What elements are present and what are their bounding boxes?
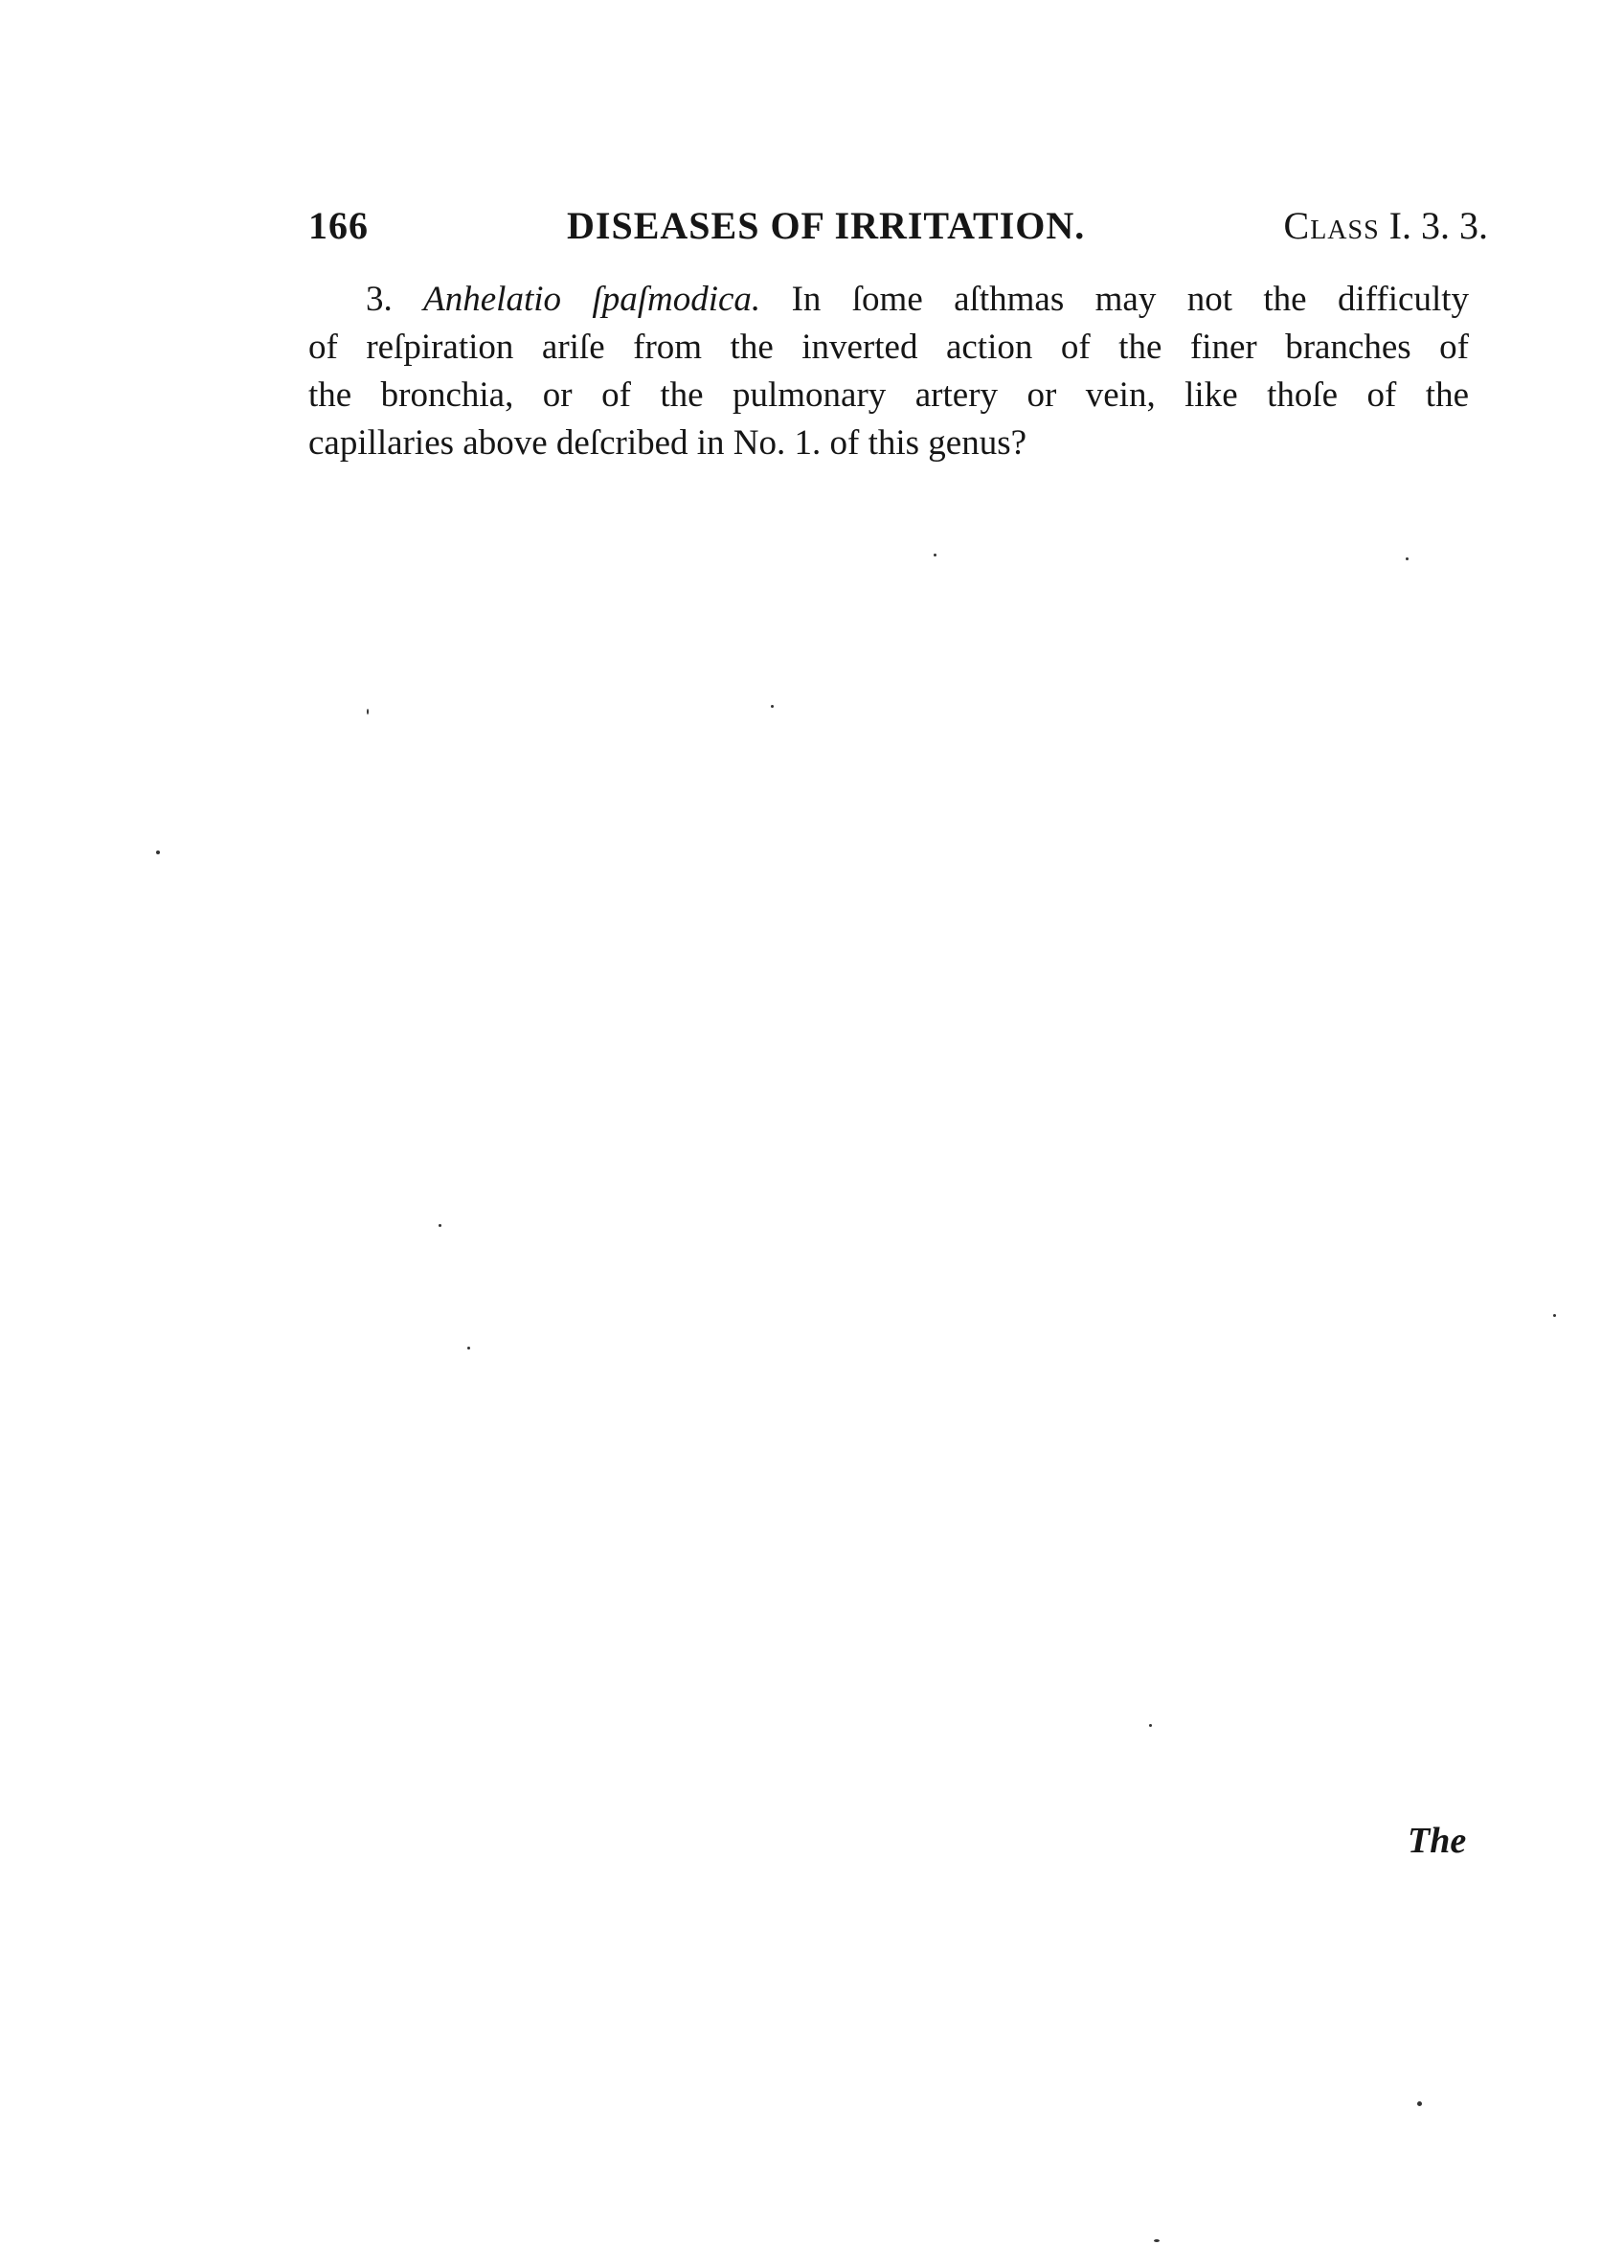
section-reference [1284,203,1488,248]
paragraph-line-4: capillaries above deſcribed in No. 1. of this genus? [308,423,1027,463]
catchword: The [1408,1821,1467,1861]
page-number: 166 [308,204,369,247]
paragraph-line-1 [308,276,1469,324]
paragraph-line-3: the bronchia, or of the pulmonary artery or vein, like thoſe of the [308,375,1469,415]
paragraph-text: In ſome aſthmas may not the difficulty [791,280,1470,319]
paragraph-number: 3. [366,280,393,319]
scan-speck [1406,557,1409,560]
scan-speck [1149,1724,1152,1727]
scan-speck [367,709,369,714]
paragraph-line-2: of reſpiration ariſe from the inverted action of the finer branches of [308,328,1469,367]
page-header [308,192,1488,259]
scan-speck [467,1347,470,1349]
scan-speck [1154,2239,1160,2242]
paragraph [308,276,1469,467]
running-title: DISEASES OF IRRITATION. [567,204,1086,247]
scan-speck [1417,2101,1422,2106]
scan-speck [439,1224,441,1227]
paragraph-term: Anhelatio ſpaſmodica. [423,280,761,319]
scan-speck [771,705,774,708]
scan-speck [156,850,160,854]
section-class: Class [1283,204,1380,247]
section-numeral: I. 3. 3. [1388,204,1488,247]
scan-speck [934,554,936,556]
scan-speck [1553,1314,1556,1317]
